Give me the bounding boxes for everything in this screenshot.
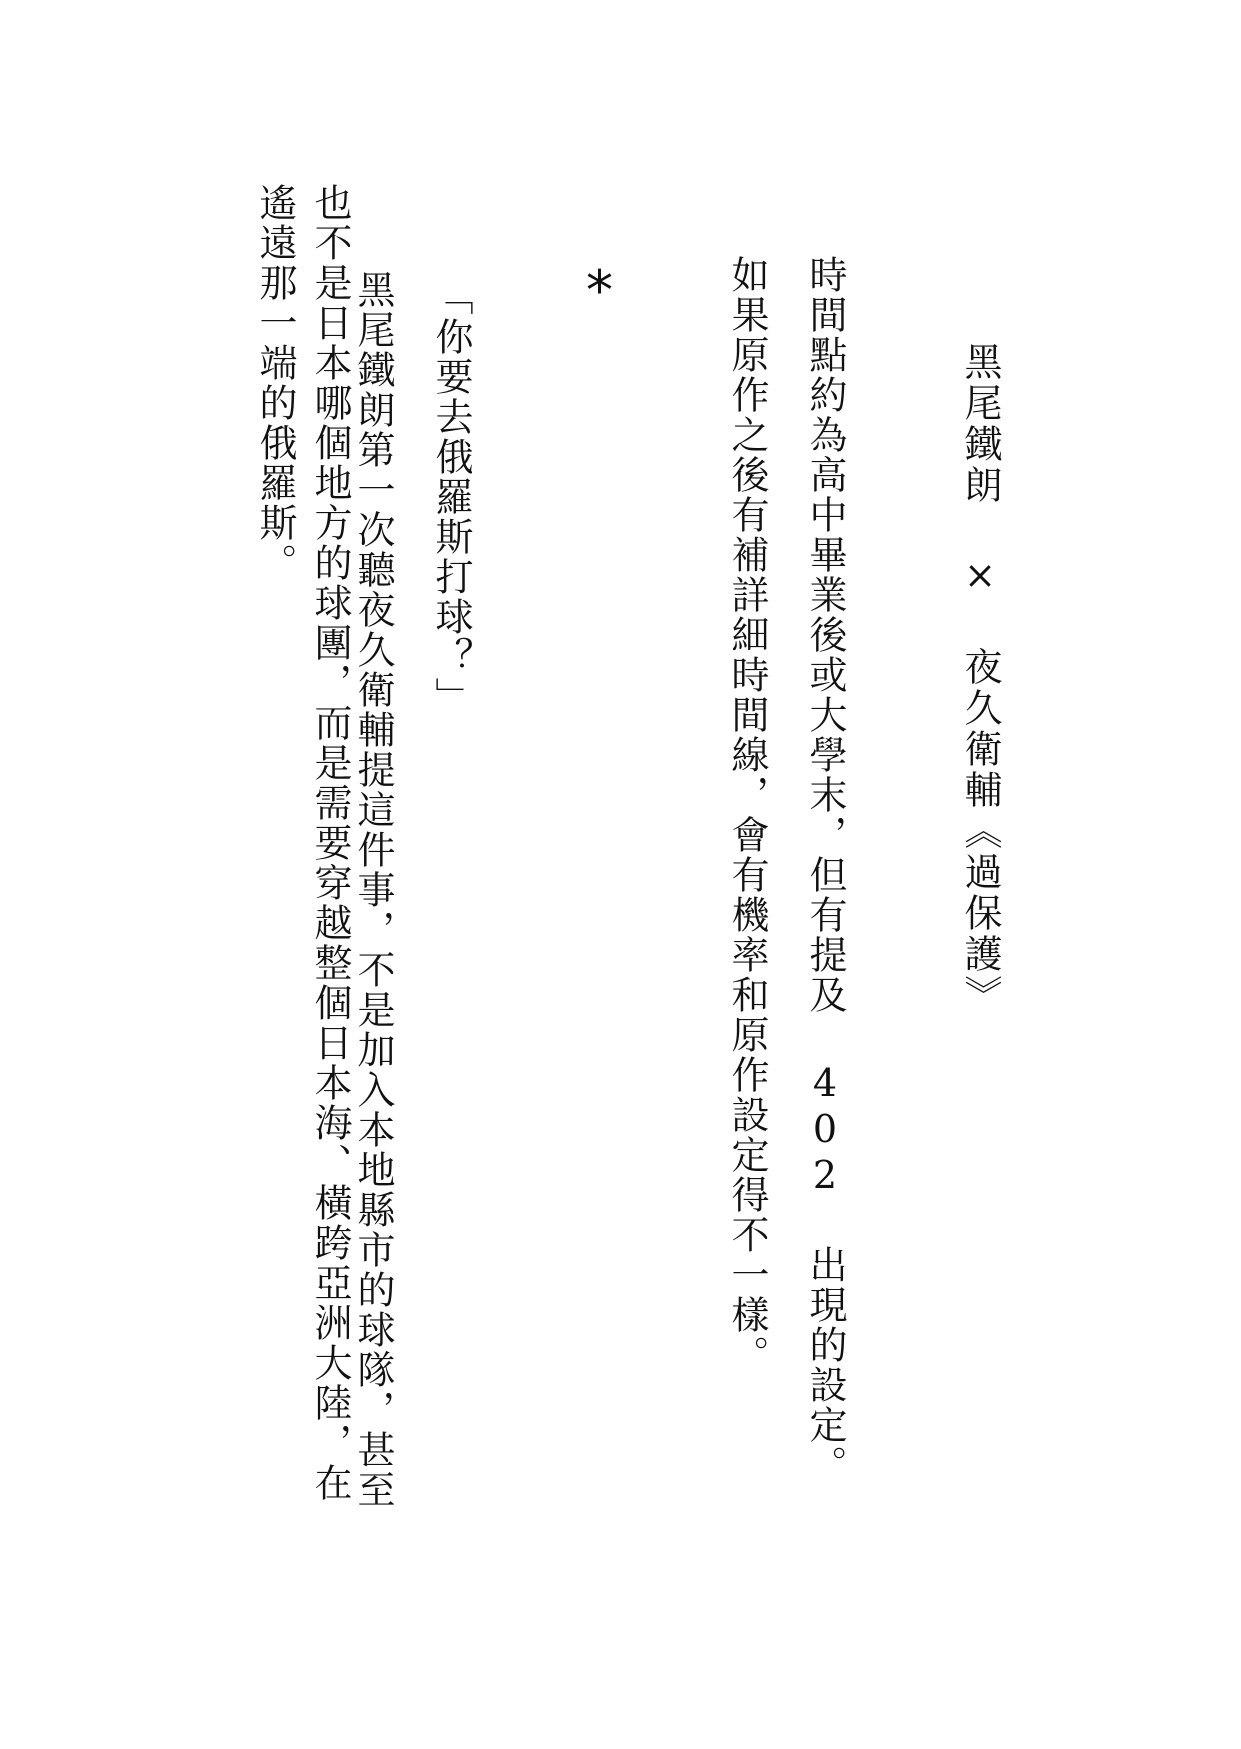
section-separator: *: [586, 259, 613, 322]
paragraph-line-3: 遙遠那一端的俄羅斯。: [253, 183, 297, 583]
author-note-line-2: 如果原作之後有補詳細時間線，會有機率和原作設定得不一樣。: [725, 255, 769, 1375]
paragraph-line-2: 也不是日本哪個地方的球團，而是需要穿越整個日本海、橫跨亞洲大陸，在: [308, 183, 352, 1503]
author-note-line-1: 時間點約為高中畢業後或大學末，但有提及 402 出現的設定。: [803, 255, 847, 1485]
dialogue-line: 「你要去俄羅斯打球？」: [429, 277, 473, 717]
paragraph-line-1: 黑尾鐵朗第一次聽夜久衛輔提這件事，不是加入本地縣市的球隊，甚至: [351, 270, 395, 1510]
story-title: 黑尾鐵朗 × 夜久衛輔《過保護》: [958, 342, 1002, 1016]
